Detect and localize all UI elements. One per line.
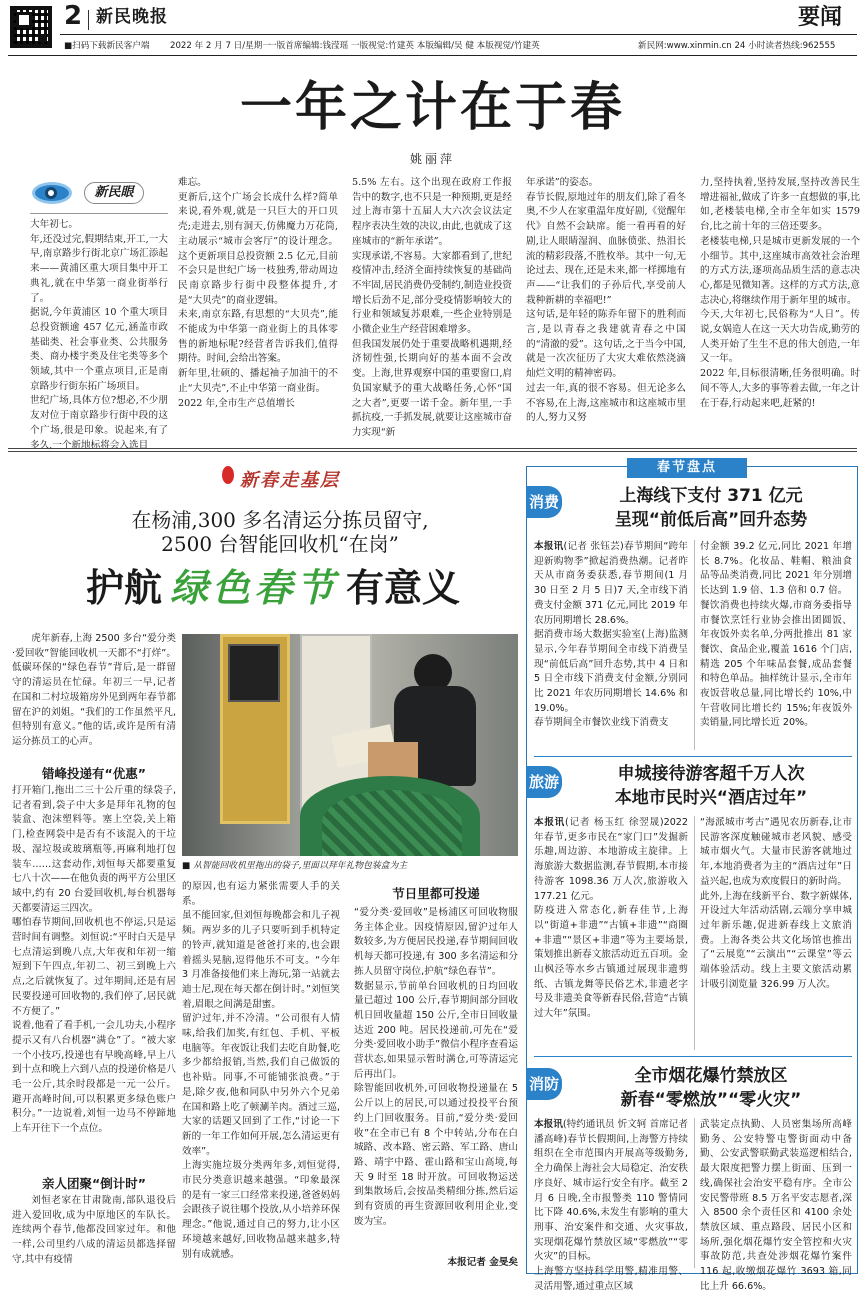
feature-lede: 在杨浦,300 多名清运分拣员留守, 2500 台智能回收机“在岗”: [131, 508, 429, 556]
lantern-icon: [222, 466, 234, 484]
s2-left: 本报讯(记者 杨玉红 徐翌晟)2022 年春节,更多市民在“家门口”发掘新乐趣,周边游、本地游成主旋律。上海旅游大数据监测,春节假期,本市接待游客 1098.36 万人次,旅游收入 177.21 亿元。 防疫进入常态化,新春佳节,上海以“街道+非遗”“古镇+非遗”“商圈+非遗”“景区+非遗”等为主要场景,策划推出新春文旅活动近五百项。金山枫泾等水乡古镇通过展现非遗剪纸、古镇龙舞等民俗艺术,非遗老字号及非遗美食等新春民俗,营造“古镇过大年”氛围。: [534, 817, 689, 1020]
feature-body-4: “爱分类·爱回收”是杨浦区可回收物服务主体企业。因疫情原因,留沪过年人数较多,为方便居民投递,春节期间回收机每天都可投递,有 300 多名清运和分拣人员留守岗位,护航“绿色春节”。 数据显示,节前单台回收机的日均回收量已超过 100 公斤,春节期间部分回收机日回收量超 150 公斤,全市日回收量达近 200 吨。居民投递前,可先在“爱分类·爱回收小助手”微信小程序查看运营状态,如果显示暂时满仓,可等清运完后再出门。 除智能回收机外,可回收物投递量在 5 公斤以上的居民,可以通过投投平台预约上门回收服务。目前,“爱分类·爱回收”在全市已有 8 个中转站,分布在白城路、改本路、密云路、军工路、唐山路、靖宇中路、霍山路和宝山高境,每天 9 时至 18 时开放。可回收物运送到集散场后,会按品类精细分拣,然后运到有资质的再生资源回收利用企业,变废为宝。: [354, 907, 518, 1227]
editors-line: 一版首席编辑:钱滢瑶 一版视觉:竹建英 本版编辑/吴 健 本版视觉/竹建英: [268, 41, 540, 51]
editorial-col5: 力,坚持执着,坚持发展,坚持改善民生增进福祉,做成了许多一直想做的事,比如,老楼装电梯,全市全年如实 1579 台,比之前十年的三倍还要多。 老楼装电梯,只是城市更新发展的一个小细节。其中,这座城市高效社会治理的方式方法,逐项高品质生活的意志决心,都是见微知著。这样的方式方法,意志决心,将继续作用于新年里的城市。 今天,大年初七,民俗称为“人日”。传说,女娲造人在这一天大功告成,勤劳的人类开始了生生不息的伟大创造,一年又一年。 2022 年,目标很清晰,任务很明确。时间不等人,大多的事等着去做,一年之计在于春,行动起来吧,赶紧的!: [700, 177, 860, 409]
s2-right: “海派城市考古”遇见农历新春,让市民游客深度触碰城市老风貌、感受城市烟火气。大量市民游客就地过年,本地消费者为主的“酒店过年”日益兴起,也成为欢度假日的新时尚。 此外,上海在线新平台、数字新媒体,开设过大年活动活剧,云端分享申城过年新乐趣,促进新春线上文旅消费。上海各类公共文化场馆也推出了“云展览”“云演出”“云课堂”等云端体验活动。线上主要文旅活动累计吸引浏览量 326.99 万人次。: [700, 817, 852, 990]
s1-title: 上海线下支付 371 亿元 呈现“前低后高”回升态势: [614, 486, 808, 530]
feature-byline: 本报记者 金旻矣: [447, 1257, 518, 1268]
s3-right: 武装定点执勤、人员密集场所高峰勤务、公安特警屯警街面动中备勤、公安武警联勤武装巡逻相结合,最大限度把警力摆上街面、压到一线,确保社会治安平稳有序。全市公安民警带班 8.5 万名平安志愿者,深入 8500 余个责任区和 4100 余处禁放区域、重点路段、居民小区和场所,强化烟花爆竹安全管控和火灾事故防范,共查处涉烟花爆竹案件 116 起,收缴烟花爆竹 3693 箱,同比上升 66.6%。: [700, 1119, 852, 1292]
feature-body-1: 打开箱门,拖出二三十公斤重的绿袋子,记者看到,袋子中大多是拜年礼物的包装盒、泡沫塑料等。塞上空袋,关上箱门,检查网袋中是否有不该混入的干垃圾、湿垃圾或玻璃瓶等,再麻利地打包装车……这套动作,刘恒每天都要重复七八十次——在他负责的两平方公里区域中,约有 20 台爱回收机,每台机器每天都要清运三四次。 哪怕春节期间,回收机也不停运,只是运营时间有调整。刘恒说:“平时白天是早七点清运到晚八点,大年夜和年初一缩短到下午四点,年初二、初三到晚上六点,之后就恢复了。过年期间,还是有居民要投递可回收物的,我们停了,居民就不方便了。” 说着,他看了看手机,一会儿功夫,小程序提示又有八台机器“满仓”了。“被大家一个小技巧,投递也有早晚高峰,早上八到十点和晚上六到八点的投递价格是八毛一公斤,其余时段都是一元一公斤。避开高峰时间,可以积累更多绿色账户积分。”一边说着,刘恒一边马不停蹄地上车开往下一个点位。: [12, 785, 176, 1135]
chunjie-header: 春节盘点: [627, 458, 747, 478]
editorial-col3: 5.5% 左右。这个出现在政府工作报告中的数字,也不只是一种预期,更是经过上海市第十五届人大六次会议法定程序表决生效的决议,由此,也就成了这座城市的“新年承诺”。 实现承诺,不容易。大家都看到了,世纪疫情冲击,经济全面持续恢复的基础尚不牢固,居民消费仍受制约,制造业投资增长后劲不足,部分受疫情影响较大的行业和领域复苏艰难,一些企业特别是小微企业生产经营困难增多。 但我国发展仍处于重要战略机遇期,经济韧性强,长期向好的基本面不会改变。上海,世界观察中国的重要窗口,肩负国家赋予的重大战略任务,心怀“国之大者”,更要一诺千金。新年里,一手抓抗疫,一手抓发展,就要让这座城市奋力实现“新: [352, 177, 512, 438]
column-logo: 新民眼: [30, 180, 152, 206]
banner: 新春走基层: [170, 460, 370, 494]
feature-body-2: 刘恒老家在甘肃陇南,部队退役后进入爱回收,成为中原地区的车队长。连续两个春节,他都没回家过年。和他一样,公司里约八成的清运员都选择留守,其中有疫情: [12, 1195, 176, 1265]
tag-fire: 消防: [526, 1068, 562, 1100]
s3-left: 本报讯(特约通讯员 忻文轲 首席记者 潘高峰)春节长假期间,上海警方持续组织在全市范围内开展高等级勤务,全力确保上海社会大局稳定、治安秩序良好、城市运行安全有序。截至 2 月 6 日晚,全市报警类 110 警情同比下降 40.6%,未发生有影响的重大刑事、治安案件和交通、火灾事故,实现烟花爆竹禁放区域“零燃放”“零火灾”的目标。 上海警方坚持科学用警,精准用警、灵活用警,通过重点区域: [534, 1119, 689, 1292]
photo-caption: ■ 从智能回收机里拖出的袋子,里面以拜年礼物包装盒为主: [182, 861, 408, 871]
subhead-2: 亲人团聚“倒计时”: [42, 1176, 146, 1191]
editorial-col2: 难忘。 更新后,这个广场会长成什么样?简单来说,看外观,就是一只巨大的开口贝壳;走进去,别有洞天,仿佛魔力万花筒,主动展示“城市会客厅”的设计理念。这个更新项目总投资额 2.5 亿元,目前不会只是世纪广场一枝独秀,带动周边民南京路步行街中段整体提升,才是“大贝壳”的商业逻辑。 未来,南京东路,有思想的“大贝壳”,能不能成为中华第一商业街上的具体零售的新地标呢?经营者告诉我们,值得期待。时间,会给出答案。 新年里,壮硕的、播起袖子加油干的不止“大贝壳”,不止中华第一商业街。 2022 年,全市生产总值增长: [178, 177, 338, 409]
s2-title: 申城接待游客超千万人次 本地市民时兴“酒店过年”: [614, 764, 808, 808]
paper-name: 新民晚报: [96, 7, 168, 27]
editorial-col4: 年承诺”的姿态。 春节长假,原地过年的朋友们,除了看冬奥,不少人在家重温年度好剧,《觉醒年代》自然不会缺席。能一看再看的好剧,让人眼睛湿润、血脉偾张、热泪长流的精彩段落,不胜枚举。其中一句,无论过去、现在,还是未来,都一样掷地有声——“让我们的子孙后代,享受前人栽种新耕的幸福吧!” 这句话,是年轻的陈乔年留下的胜利而言,是以青春之我建就青春之中国的“清澈的爱”。这句话,之于当今中国,就是一次次征历了大灾大难依然浇滴灿烂文明的精神密码。 过去一年,真的很不容易。但无论多么不容易,在上海,这座城市和这座城市里的人,努力又努: [526, 177, 686, 424]
s1-right: 付金额 39.2 亿元,同比 2021 年增长 8.7%。化妆品、鞋帽、粮油食品等品类消费,同比 2021 年分别增长达到 1.9 倍、1.3 倍和 0.7 倍。 餐饮消费也持续火爆,市商务委指导市餐饮烹饪行业协会推出团圆饭、年夜饭外卖名单,分两批推出 81 家餐饮、食品企业,覆盖 1616 个门店,精选 205 个年味品套餐,成品套餐和特色单品。抽样统计显示,全市年夜饭营收总量,同比增长约 10%,中午营收同比增长约 15%;年夜饭外卖销量,同比增长近 20%。: [700, 541, 852, 729]
tag-consumption: 消费: [526, 486, 562, 518]
web-line: 新民网:www.xinmin.cn 24 小时读者热线:962555: [638, 41, 836, 51]
subhead-3: 节日里都可投递: [392, 886, 480, 901]
feature-headline: 护航 绿色春节 有意义: [85, 565, 461, 610]
qr-code[interactable]: [10, 6, 52, 48]
editorial-title: 一年之计在于春: [239, 78, 625, 138]
section-name: 要闻: [798, 5, 843, 30]
s1-left: 本报讯(记者 张钰芸)春节期间“跨年迎新购物季”掀起消费热潮。记者昨天从市商务委获悉,春节期间(1 月 30 日至 2 月 5 日)7 天,全市线下消费支付金额 371 亿元,同比 2019 年农历同期增长 28.6%。 据消费市场大数据实验室(上海)监测显示,今年春节期间全市线下消费呈现“前低后高”回升态势,其中 4 日和 5 日全市线下消费支付金额,分别同比 2021 年农历同期增长 14.6% 和 19.0%。 春节期间全市餐饮业线下消费支: [534, 541, 689, 729]
page-number: 2: [64, 1, 83, 31]
s3-title: 全市烟花爆竹禁放区 新春“零燃放”“零火灾”: [620, 1066, 802, 1110]
feature-intro: 虎年新春,上海 2500 多台“爱分类·爱回收”智能回收机一天都不“打烊”。低碳环保的“绿色春节”背后,是一群留守的清运员在忙碌。年初三一早,记者在国和二村垃圾箱房外见到两年春节都留在沪的刘姐。“我们的工作虽然平凡,但特别有意义。”他的话,或许是所有清运分拣员工的心声。: [12, 633, 176, 747]
feature-body-3: 的原因,也有运力紧张需要人手的关系。 虽不能回家,但刘恒每晚都会和儿子视频。两岁多的儿子只要听到手机特定的铃声,就知道是爸爸打来的,也会跟着摇头晃脑,逗得他乐不可支。“今年 3 月准备接他们来上海玩,第一站就去迪士尼,现在每天都在倒计时。”刘恒笑着,眉眼之间满是甜蜜。 留沪过年,并不冷清。“公司很有人情味,给我们加奖,有红包、手机、平板电脑等。年夜饭让我们去吃自助餐,吃多少都给报销,当然,我们自己做饭的也补贴。同事,不可能铺张浪费。”于是,除夕夜,他和同队中另外六个兄弟在国和路上吃了顿涮羊肉。酒过三巡,大家的话题又回到了工作,“讨论一下新的一年工作如何开展,怎么清运更有效率”。 上海实施垃圾分类两年多,刘恒觉得,市民分类意识越来越强。“印象最深的是有一家三口经常来投递,爸爸妈妈会跟孩子说往哪个投放,从小培养环保理念。”他说,通过自己的努力,让小区环境越来越好,回收物品越来越多,特别有成就感。: [182, 881, 340, 1260]
feature-photo: [182, 634, 518, 856]
editorial-col1: 大年初七。 年,还没过完,假期结束,开工,一大早,南京路步行街北京广场汇添起来——黄浦区重大项目集中开工典礼,就在中华第一商业街举行了。 据说,今年黄浦区 10 个重大项目总投资额逾 457 亿元,涵盖市政基础类、社会事业类、公共服务类、商办楼宇类及住宅类等多个领域,其中一个重点项目,正是南京路步行街东拓广场项目。 世纪广场,具体方位?想必,不少朋友对位于南京路步行街中段的这个广场,很是印象。说起来,有了多久,一个新地标将会入选目: [30, 219, 168, 451]
scan-hint: ■扫码下载新民客户端: [64, 41, 150, 51]
subhead-1: 错峰投递有“优惠”: [42, 766, 146, 781]
date-line: 2022 年 2 月 7 日/星期一: [170, 41, 271, 51]
tag-tourism: 旅游: [526, 766, 562, 798]
editorial-author: 姚丽萍: [409, 152, 455, 166]
